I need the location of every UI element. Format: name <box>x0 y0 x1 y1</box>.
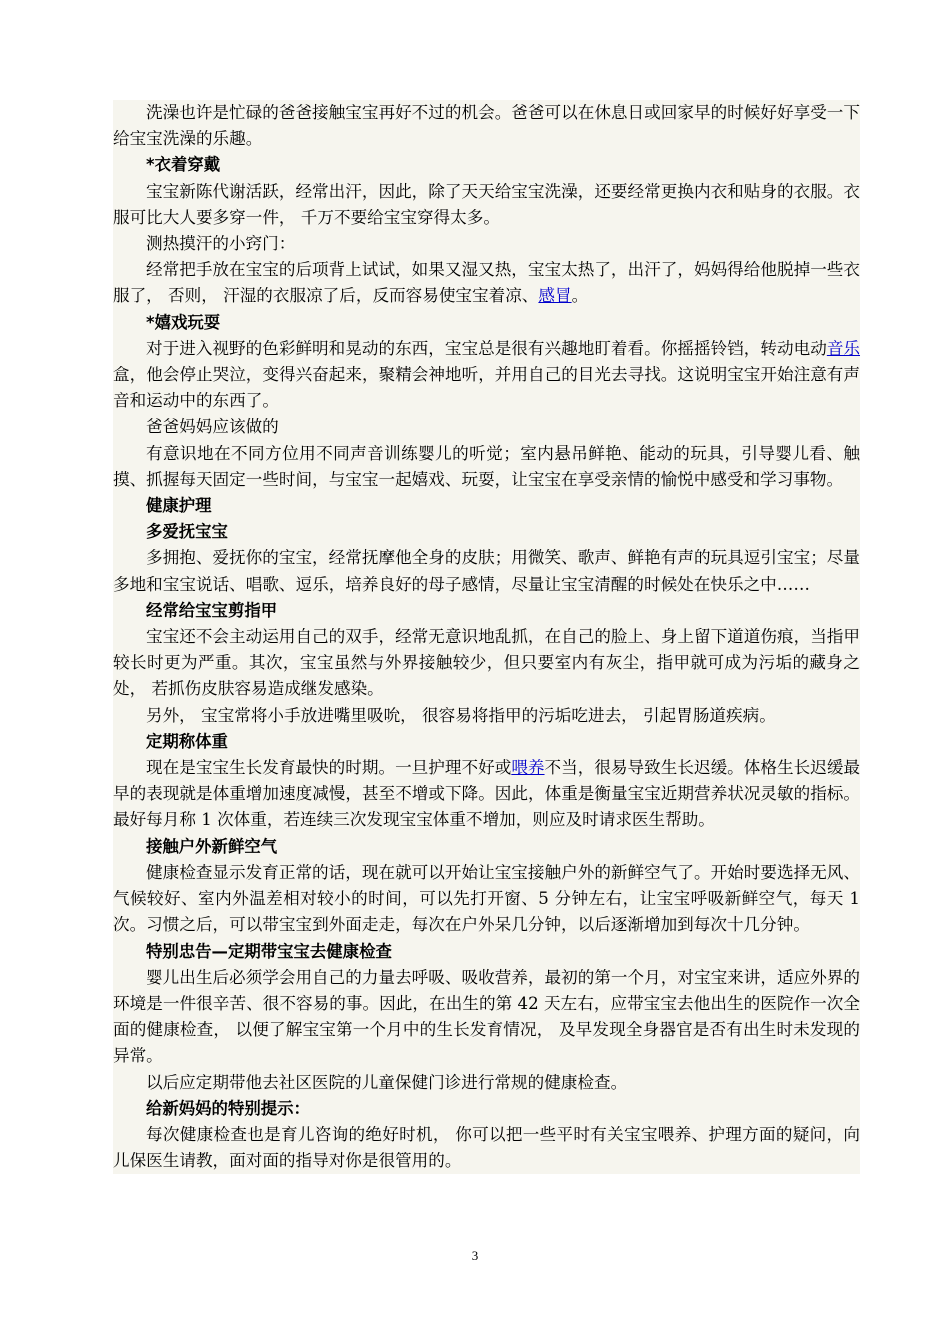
paragraph <box>113 755 860 834</box>
paragraph <box>113 336 860 415</box>
paragraph-text: 不当，很易导致生长迟缓。体格生长迟缓最早的表现就是体重增加速度减慢，甚至不增或下降。因此，体重是衡量宝宝近期营养状况灵敏的指标。最好每月称 1 次体重，若连续三次发现宝宝体重不增加，则应及时请求医生帮助。 <box>113 758 861 830</box>
paragraph: 健康检查显示发育正常的话，现在就可以开始让宝宝接触户外的新鲜空气了。开始时要选择无风、气候较好、室内外温差相对较小的时间，可以先打开窗、5 分钟左右，让宝宝呼吸新鲜空气，每天 1 次。习惯之后，可以带宝宝到外面走走，每次在户外呆几分钟，以后逐渐增加到每次十几分钟。 <box>113 862 860 935</box>
paragraph: 婴儿出生后必须学会用自己的力量去呼吸、吸收营养，最初的第一个月，对宝宝来讲，适应外界的环境是一件很辛苦、很不容易的事。因此，在出生的第 42 天左右，应带宝宝去他出生的医院作一次全面的健康检查， 以便了解宝宝第一个月中的生长发育情况， 及早发现全身器官是否有出生时未发现的异常。 <box>113 967 860 1066</box>
paragraph: 另外， 宝宝常将小手放进嘴里吸吮， 很容易将指甲的污垢吃进去， 引起胃肠道疾病。 <box>146 705 776 725</box>
paragraph: 洗澡也许是忙碌的爸爸接触宝宝再好不过的机会。爸爸可以在休息日或回家早的时候好好享受一下给宝宝洗澡的乐趣。 <box>113 103 860 149</box>
section-heading: 多爱抚宝宝 <box>146 522 228 542</box>
paragraph: 有意识地在不同方位用不同声音训练婴儿的听觉；室内悬吊鲜艳、能动的玩具，引导婴儿看、触摸、抓握每天固定一些时间，与宝宝一起嬉戏、玩耍，让宝宝在享受亲情的愉悦中感受和学习事物。 <box>113 443 860 489</box>
paragraph-text: 现在是宝宝生长发育最快的时期。一旦护理不好或 <box>146 758 512 778</box>
paragraph: 爸爸妈妈应该做的 <box>146 417 279 437</box>
paragraph: 测热摸汗的小窍门： <box>146 234 296 254</box>
paragraph-text: 。 <box>571 286 589 306</box>
section-heading: 定期称体重 <box>146 731 228 751</box>
section-heading: 健康护理 <box>146 496 212 516</box>
section-heading: *嬉戏玩耍 <box>146 312 221 332</box>
paragraph-text: 盒，他会停止哭泣，变得兴奋起来，聚精会神地听，并用自己的目光去寻找。这说明宝宝开始注意有声音和运动中的东西了。 <box>113 365 860 411</box>
paragraph: 宝宝还不会主动运用自己的双手，经常无意识地乱抓，在自己的脸上、身上留下道道伤痕，当指甲较长时更为严重。其次，宝宝虽然与外界接触较少，但只要室内有灰尘，指甲就可成为污垢的藏身之处， 若抓伤皮肤容易造成继发感染。 <box>113 627 860 699</box>
paragraph: 以后应定期带他去社区医院的儿童保健门诊进行常规的健康检查。 <box>146 1072 628 1092</box>
paragraph-text: 对于进入视野的色彩鲜明和晃动的东西，宝宝总是很有兴趣地盯着看。你摇摇铃铛，转动电动 <box>146 338 827 358</box>
paragraph-text: 经常把手放在宝宝的后项背上试试，如果又湿又热，宝宝太热了，出汗了，妈妈得给他脱掉一些衣服了， 否则， 汗湿的衣服凉了后，反而容易使宝宝着凉、 <box>113 260 860 306</box>
inline-link[interactable]: 音乐 <box>826 338 861 358</box>
paragraph <box>113 257 860 309</box>
section-heading: 接触户外新鲜空气 <box>146 836 278 856</box>
section-heading: 特别忠告—定期带宝宝去健康检查 <box>146 941 392 961</box>
page-number: 3 <box>471 1248 479 1263</box>
section-heading: *衣着穿戴 <box>146 155 221 175</box>
paragraph: 多拥抱、爱抚你的宝宝，经常抚摩他全身的皮肤；用微笑、歌声、鲜艳有声的玩具逗引宝宝；尽量多地和宝宝说话、唱歌、逗乐，培养良好的母子感情，尽量让宝宝清醒的时候处在快乐之中…… <box>113 548 860 594</box>
paragraph: 宝宝新陈代谢活跃，经常出汗，因此，除了天天给宝宝洗澡，还要经常更换内衣和贴身的衣服。衣服可比大人要多穿一件， 千万不要给宝宝穿得太多。 <box>113 181 860 227</box>
inline-link[interactable]: 感冒 <box>538 286 572 306</box>
paragraph: 每次健康检查也是育儿咨询的绝好时机， 你可以把一些平时有关宝宝喂养、护理方面的疑问，向儿保医生请教，面对面的指导对你是很管用的。 <box>113 1124 860 1171</box>
article-body <box>113 100 860 1174</box>
section-heading: 经常给宝宝剪指甲 <box>146 600 278 620</box>
inline-link[interactable]: 喂养 <box>511 758 545 778</box>
section-heading: 给新妈妈的特别提示： <box>146 1098 310 1118</box>
